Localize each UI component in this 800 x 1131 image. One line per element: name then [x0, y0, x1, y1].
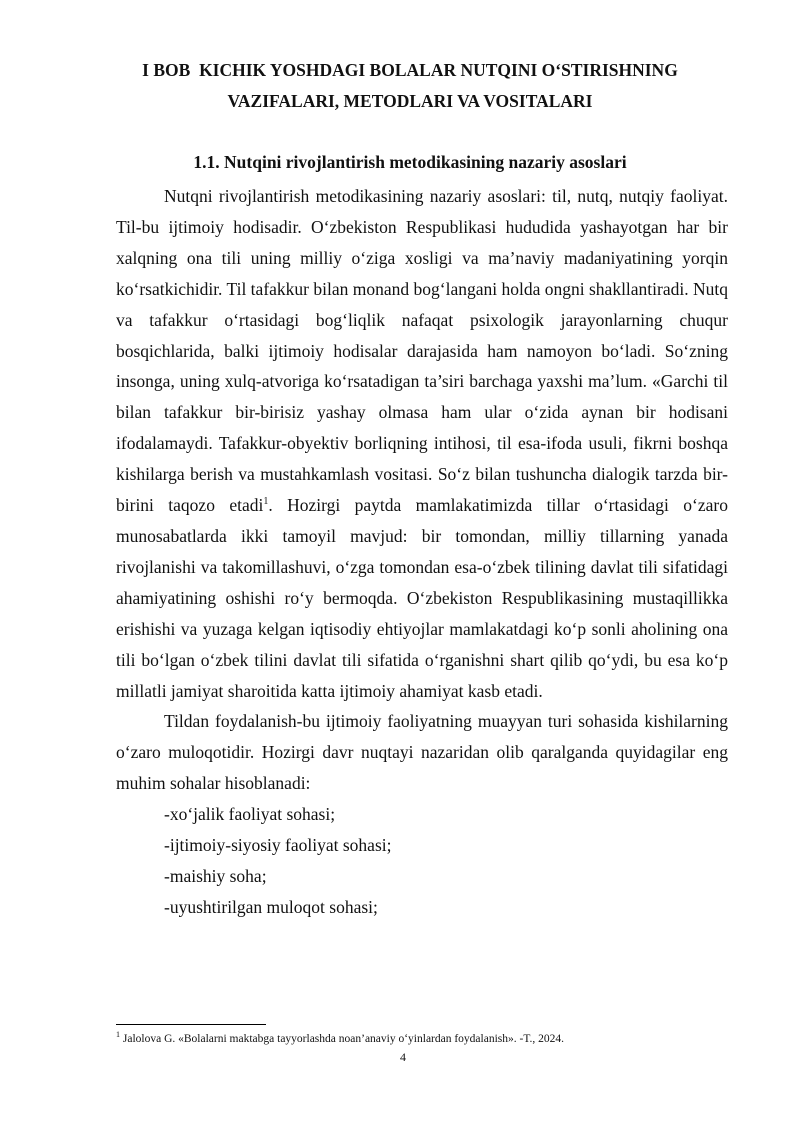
list-item: -ijtimoiy-siyosiy faoliyat sohasi; [164, 835, 392, 856]
body-text [116, 181, 728, 923]
paragraph-1-tail: . Hozirgi paytda mamlakatimizda tillar o‘rtasidagi o‘zaro munosabatlarda ikki tamoyil mavjud: bir tomondan, milliy tillarning yanada rivojlanishi va takomillashuvi, o‘zga tomondan esa-o‘zbek tilining davlat tili sifatidagi ahamiyatining oshishi ro‘y bermoqda. O‘zbekiston Respublikasining mustaqillikka erishishi va yuzaga kelgan iqtisodiy ehtiyojlar mamlakatdagi ko‘p sonli aholining ona tili bo‘lgan o‘zbek tilini davlat tili sifatida o‘rganishni shart qilib qo‘ydi, bu esa ko‘p millatli jamiyat sharoitida katta ijtimoiy ahamiyat kasb etadi. [116, 495, 728, 701]
page-number: 4 [400, 1050, 406, 1064]
list-item: -uyushtirilgan muloqot sohasi; [164, 896, 378, 917]
chapter-heading-line2: VAZIFALARI, METODLARI VA VOSITALARI [227, 91, 593, 111]
list-item: -xo‘jalik faoliyat sohasi; [164, 804, 336, 825]
paragraph-1-text: Nutqni rivojlantirish metodikasining nazariy asoslari: til, nutq, nutqiy faoliyat. Til-bu ijtimoiy hodisadir. O‘zbekiston Respublikasi hududida yashayotgan har bir xalqning ona tili uning milliy o‘ziga xosligi va ma’naviy madaniyatining yorqin ko‘rsatkichidir. Til tafakkur bilan monand bog‘langani holda ongni shakllantiradi. Nutq va tafakkur o‘rtasidagi bog‘liqlik nafaqat psixologik jarayonlarning chuqur bosqichlarida, balki ijtimoiy hodisalar darajasida ham namoyon bo‘ladi. So‘zning insonga, uning xulq-atvoriga ko‘rsatadigan ta’siri barchaga yaxshi ma’lum. «Garchi til bilan tafakkur bir-birisiz yashay olmasa ham ular o‘zida aynan bir hodisani ifodalamaydi. Tafakkur-obyektiv borliqning intihosi, til esa-ifoda usuli, fikrni boshqa kishilarga berish va mustahkamlash vositasi. So‘z bilan tushuncha dialogik tarzda bir-birini taqozo etadi [116, 186, 728, 516]
chapter-heading-line1: I BOB KICHIK YOSHDAGI BOLALAR NUTQINI O‘STIRISHNING [142, 60, 678, 80]
footnote-mark: 1 [116, 1030, 120, 1039]
paragraph-1 [116, 181, 728, 706]
footnote-text: Jalolova G. «Bolalarni maktabga tayyorlashda noan’anaviy o‘yinlardan foydalanish». -T., 2024. [120, 1033, 565, 1045]
chapter-heading [100, 55, 720, 117]
paragraph-2: Tildan foydalanish-bu ijtimoiy faoliyatning muayyan turi sohasida kishilarning o‘zaro muloqotidir. Hozirgi davr nuqtayi nazaridan olib qaralganda quyidagilar eng muhim sohalar hisoblanadi: [116, 711, 728, 794]
list-item: -maishiy soha; [164, 865, 267, 886]
footnote-divider [116, 1024, 266, 1025]
section-heading: 1.1. Nutqini rivojlantirish metodikasining nazariy asoslari [193, 152, 627, 172]
footnote [116, 1032, 728, 1047]
footnote-reference[interactable]: 1 [263, 496, 269, 508]
